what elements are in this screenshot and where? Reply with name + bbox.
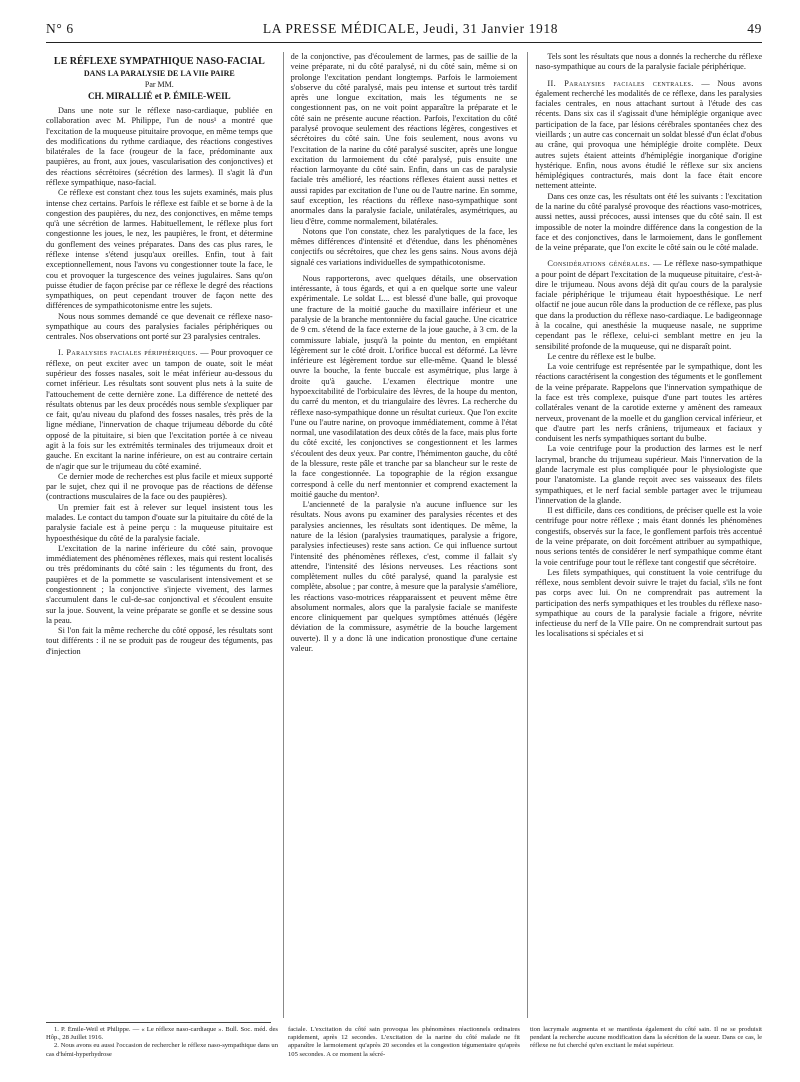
paragraph: La voie centrifuge pour la production des larmes est le nerf lacrymal, branche du trijumeau supérieur. Mais l'innervation de la glande lacrymale est plus compliquée pour le physiologiste que pour l'anatomiste. La glande reçoit avec ses vaisseaux des filets sympathiques, et le nerf facial semble partager avec le trijumeau l'innervation de la glande.	[535, 444, 763, 505]
paragraph: Nous rapporterons, avec quelques détails, une observation intéressante, à tous égards, et qui a en quelque sorte une valeur expérimentale. Le soldat L... est blessé d'une balle, qui provoque une fracture de la moitié gauche du maxillaire inférieur et une paralysie de la branche mentonnière du facial gauche. Une cicatrice de 9 cm. s'étend de la face externe de la joue gauche, à 3 cm. de la commissure labiale, jusqu'à la pointe du menton, en empiétant légèrement sur le côté droit. L'orifice buccal est déformé. La lèvre inférieure est légèrement tordue sur elle-même. Quand le blessé ouvre la bouche, la fente buccale est asymétrique, plus large à droite qu'à gauche. L'examen électrique montre une hypoexcitabilité de l'orbiculaire des lèvres, de la houpe du menton, du carré du menton, et du triangulaire des lèvres. La recherche du réflexe naso-sympathique donne un résultat curieux. Que l'on excite l'une ou l'autre narine, on provoque immédiatement, comme à l'état normal, une vasodilatation des deux côtés de la face, mais plus forte du côté excité, les conjonctives se congestionnent et les larmes s'écoulent des deux yeux. Par contre, l'hémimenton gauche, du côté de la blessure, reste pâle et tranche par sa blancheur sur le reste de la face congestionnée. La topographie de la région exsangue correspond à celle du nerf mentonnier et comprend exactement la moitié gauche du menton².	[290, 273, 518, 499]
footnote: faciale. L'excitation du côté sain provoqua les phénomènes réactionnels ordinaires rapidement, après 12 secondes. L'excitation de la narine du côté malade ne fit apparaître le larmoiement qu'après 20 secondes et la congestion tégumentaire qu'après 105 secondes. A ce moment la sécré-	[288, 1026, 520, 1058]
section-title-peripheral: I. Paralysies faciales périphériques.	[58, 348, 198, 358]
footnote-column-1	[46, 1026, 278, 1076]
paragraph: L'ancienneté de la paralysie n'a aucune influence sur les résultats. Nous avons pu examiner des paralysies récentes et des paralysies anciennes, les résultats sont identiques. De même, la nature de la lésion (paralysies traumatiques, paralysie a frigore, paralysies infectieuses) reste sans action. Ce qui influence surtout l'intensité des phénomènes réflexes, c'est, comme il fallait s'y attendre, l'intensité des lésions nerveuses. Les réactions sont complètement nulles du côté paralysé, quand la paralysie est complète, absolue ; par contre, à mesure que la paralysie s'améliore, les réactions vaso-motrices réapparaissent et peuvent même être absolument normales, alors que la paralysie faciale se manifeste encore cliniquement par quelques symptômes atténués (légère déviation de la commissure, asymétrie de la bouche largement ouverte). Il y a donc là une indication pronostique d'une certaine valeur.	[290, 500, 518, 654]
footnote: 1. P. Émile-Weil et Philippe. — « Le réflexe naso-cardiaque ». Bull. Soc. méd. des Hôp., 28 Juillet 1916.	[46, 1026, 278, 1042]
article-par: Par MM.	[144, 80, 174, 89]
issue-number: N° 6	[46, 21, 74, 36]
header-rule	[46, 42, 762, 43]
journal-title: LA PRESSE MÉDICALE, Jeudi, 31 Janvier 1918	[262, 21, 559, 36]
section-paragraph	[535, 259, 762, 352]
section-text: — Nous avons également recherché les modalités de ce réflexe, dans les paralysies faciales centrales, en nous attachant surtout à l'étude des cas récents. Dans six cas il s'agissait d'une hémiplégie organique avec participation de la face, par lésions cérébrales spontanées chez des vieillards ; un autre cas concernait un soldat blessé d'un éclat d'obus au crâne, qui provoqua une hémiplégie droite complète. Deux autres sujets étaient atteints d'hémiplégie inorganique d'origine hystérique. Enfin, nous avons étudié le réflexe sur six anciens hémiplégiques contracturés, mais dont la face était encore nettement atteinte.	[535, 78, 763, 191]
paragraph: de la conjonctive, pas d'écoulement de larmes, pas de saillie de la veine préparate, ni du côté paralysé, ni du côté sain, même si on prolonge l'excitation pendant longtemps. Parfois le larmoiement s'observe du côté paralysé, mais peu intense et surtout très tardif après une longue excitation, mais les téguments ne se congestionnent pas, on ne voit point apparaître la préparate et le côté sain ne présente aucune réaction. Parfois, l'excitation du côté paralysé provoque seulement des réactions légères, congestives et sécrétoires du côté sain. Une fois seulement, nous avons vu l'excitation de la narine du côté paralysé susciter, après une longue excitation du larmoiement du côté paralysé, puis ensuite une réaction larmoyante du côté sain. Enfin, dans un cas de paralysie faciale très amélioré, les réactions réflexes étaient aussi nettes et aussi rapides par excitation de l'une ou de l'autre narine. En somme, sauf exception, les réactions du réflexe naso-sympathique sont anormales dans la paralysie faciale, unilatérales, asymétriques, au lieu d'être, comme normalement, bilatérales.	[290, 52, 518, 226]
column-1	[46, 52, 273, 1018]
article-authors: CH. MIRALLIÉ et P. ÉMILE-WEIL	[87, 91, 231, 101]
section-text: — Pour provoquer ce réflexe, on peut exciter avec un tampon de ouate, soit le méat supérieur des fosses nasales, soit le méat inférieur au-dessous du cornet inférieur. Les résultats sont souvent plus nets à la suite de l'attouchement de cette dernière zone. La différence de netteté des résultats obtenus par les deux procédés nous semble s'expliquer par ce fait, qu'au niveau du plafond des fosses nasales, très près de la ligne médiane, l'innervation de chaque trijumeau déborde du côté opposé de la pituitaire, si bien que l'excitation portée à ce niveau agit à la fois sur les extrémités terminales des trijumeaux droit et gauche. En excitant la narine inférieure, on est au contraire certain de n'agir que sur le trijumeau du côté examiné.	[46, 348, 273, 471]
article-subtitle: DANS LA PARALYSIE DE LA VIIe PAIRE	[83, 69, 235, 78]
section-text: — Le réflexe naso-sympathique a pour point de départ l'excitation de la muqueuse pituitaire, c'est-à-dire le trijumeau. Nous avons déjà dit qu'au cours de la paralysie faciale périphérique le trijumeau était hypoesthésique. Le nerf olfactif ne joue aucun rôle dans la production de ce réflexe, pas plus que dans la production du réflexe naso-cardiaque. Le badigeonnage à la cocaïne, qui anesthésie la muqueuse nasale, ne supprime cependant pas le réflexe, celui-ci semblant mettre en jeu la sensibilité profonde de la muqueuse, qui ne disparaît point.	[535, 259, 763, 351]
paragraph: Ce réflexe est constant chez tous les sujets examinés, mais plus intense chez certains. Parfois le réflexe est faible et se borne à de la congestion des paupières, du nez, des conjonctives, en même temps qu'à une sécrétion de larmes. Habituellement, le réflexe plus fort congestionne les joues, le nez, les paupières, le front, et détermine du gonflement des veines préparates. Dans des cas plus rares, le réflexe intense s'étend jusqu'aux oreilles. Enfin, tout à fait exceptionnellement, nous l'avons vu congestionner toute la face, le cou et provoquer la turgescence des veines jugulaires. Sans qu'on puisse étudier de façon précise par ce réflexe le degré des réactions sympathiques, on peut cependant trouver de façon nette des différences de sympathicotonisme entre les sujets.	[46, 188, 273, 311]
paragraph: Les filets sympathiques, qui constituent la voie centrifuge du réflexe, nous semblent devoir suivre le trajet du facial, s'ils ne font pas corps avec lui. On ne comprendrait pas autrement la participation des nerfs sympathiques et les troubles du réflexe naso-sympathique au cours de la paralysie faciale a frigore, névrite infectieuse du nerf de la VIIe paire. On ne comprendrait surtout pas les localisations si spéciales et si	[535, 567, 763, 639]
page-header	[46, 18, 762, 40]
footnote: tion lacrymale augmenta et se manifesta également du côté sain. Il ne se produisit pendant la recherche aucune modification dans la sécrétion de la sueur. Dans ce cas, le réflexe ne fut cherché qu'en excitant le méat supérieur.	[530, 1026, 762, 1050]
article-title: LE RÉFLEXE SYMPATHIQUE NASO-FACIAL	[53, 56, 265, 67]
paragraph: Il est difficile, dans ces conditions, de préciser quelle est la voie centrifuge pour notre réflexe ; mais étant donnés les phénomènes congestifs, observés sur la face, le gonflement parfois très accentué de la veine préparate, on doit forcément attribuer au sympathique, nous serions tentés de considérer le nerf sympathique comme étant la voie centrifuge pour tout le réflexe tant congestif que sécrétoire.	[535, 506, 763, 567]
paragraph: Nous nous sommes demandé ce que devenait ce réflexe naso-sympathique au cours des paralysies faciales périphériques ou centrales. Nos observations ont porté sur 23 paralysies centrales.	[46, 311, 273, 342]
paragraph: L'excitation de la narine inférieure du côté sain, provoque immédiatement des phénomènes réflexes, mais qui restent localisés ou très prédominants du côté sain : les téguments du front, des paupières et de la pommette se vascularisent intensivement et se congestionnent ; la conjonctive s'injecte vivement, des larmes s'accumulent dans le cul-de-sac conjonctival et s'écoulent ensuite sur la joue. Souvent, la veine préparate se gonfle et se dessine sous la peau.	[46, 543, 273, 625]
footnote-column-2	[288, 1026, 520, 1076]
article-columns	[46, 52, 762, 1018]
paragraph: Le centre du réflexe est le bulbe.	[547, 351, 656, 361]
footnote: 2. Nous avons eu aussi l'occasion de rechercher le réflexe naso-sympathique dans un cas d'hémi-hyperhydrose	[46, 1042, 278, 1058]
paragraph: Dans ces onze cas, les résultats ont été les suivants : l'excitation de la narine du côté paralysé provoque des réactions vaso-motrices, aussi nettes, aussi précoces, aussi intenses que du côté sain. Il est impossible de noter la moindre différence dans la congestion de la face et des conjonctives, dans le larmoiement, dans le gonflement de la veine préparate, que l'on excite le côté sain ou le côté malade.	[535, 191, 763, 253]
section-paragraph	[46, 348, 273, 471]
section-paragraph	[535, 79, 762, 192]
section-title-central: II. Paralysies faciales centrales.	[547, 78, 694, 88]
page-number: 49	[747, 21, 762, 36]
paragraph: Si l'on fait la même recherche du côté opposé, les résultats sont tout différents : il ne se produit pas de rougeur des téguments, pas d'injection	[46, 626, 273, 656]
footnotes	[46, 1026, 762, 1076]
paragraph: Notons que l'on constate, chez les paralytiques de la face, les mêmes différences d'intensité et d'étendue, dans les phénomènes conjectifs ou sécrétoires, que chez les gens sains. Nous avons déjà signalé ces variations individuelles de sympathicotonisme.	[290, 226, 518, 267]
paragraph: Un premier fait est à relever sur lequel insistent tous les malades. Le contact du tampon d'ouate sur la pituitaire du côté de la paralysie faciale est à peine perçu : la muqueuse pituitaire est hypoesthésique du côté de la paralysie faciale.	[46, 502, 273, 543]
paragraph: La voie centrifuge est représentée par le sympathique, dont les réactions caractérisent la congestion des téguments et le gonflement de la veine préparate. Rappelons que l'innervation sympathique de la face est très complexe, puisque d'une part toutes les artères collatérales venant de la carotide externe y amènent des rameaux nerveux, provenant de la moelle et du ganglion cervical inférieur, et que d'autre part les nerfs crâniens, trijumeaux et faciaux y conduisent les nerfs sympathiques sortant du bulbe.	[535, 362, 763, 444]
footnote-column-3	[530, 1026, 762, 1076]
footnote-rule	[46, 1022, 271, 1023]
section-title-general: Considérations générales.	[547, 259, 651, 269]
paragraph: Ce dernier mode de recherches est plus facile et mieux supporté par le sujet, chez qui il ne provoque pas de réactions de défense (contractions musculaires de la face ou des paupières).	[46, 471, 273, 502]
column-3	[527, 52, 762, 1018]
paragraph: Tels sont les résultats que nous a donnés la recherche du réflexe naso-sympathique au cours de la paralysie faciale périphérique.	[535, 52, 763, 72]
column-2	[283, 52, 518, 1018]
paragraph: Dans une note sur le réflexe naso-cardiaque, publiée en collaboration avec M. Philippe, l'un de nous¹ a montré que l'excitation de la muqueuse pituitaire provoque, en même temps que des modifications du rythme cardiaque, des réactions congestives bilatérales de la face (rougeur de la face, prédominante aux paupières, au front, aux joues, vascularisation des conjonctives) et des réactions sécrétoires (sécrétion des larmes). Il s'agit là d'un réflexe sympathique, naso-facial.	[46, 106, 273, 187]
